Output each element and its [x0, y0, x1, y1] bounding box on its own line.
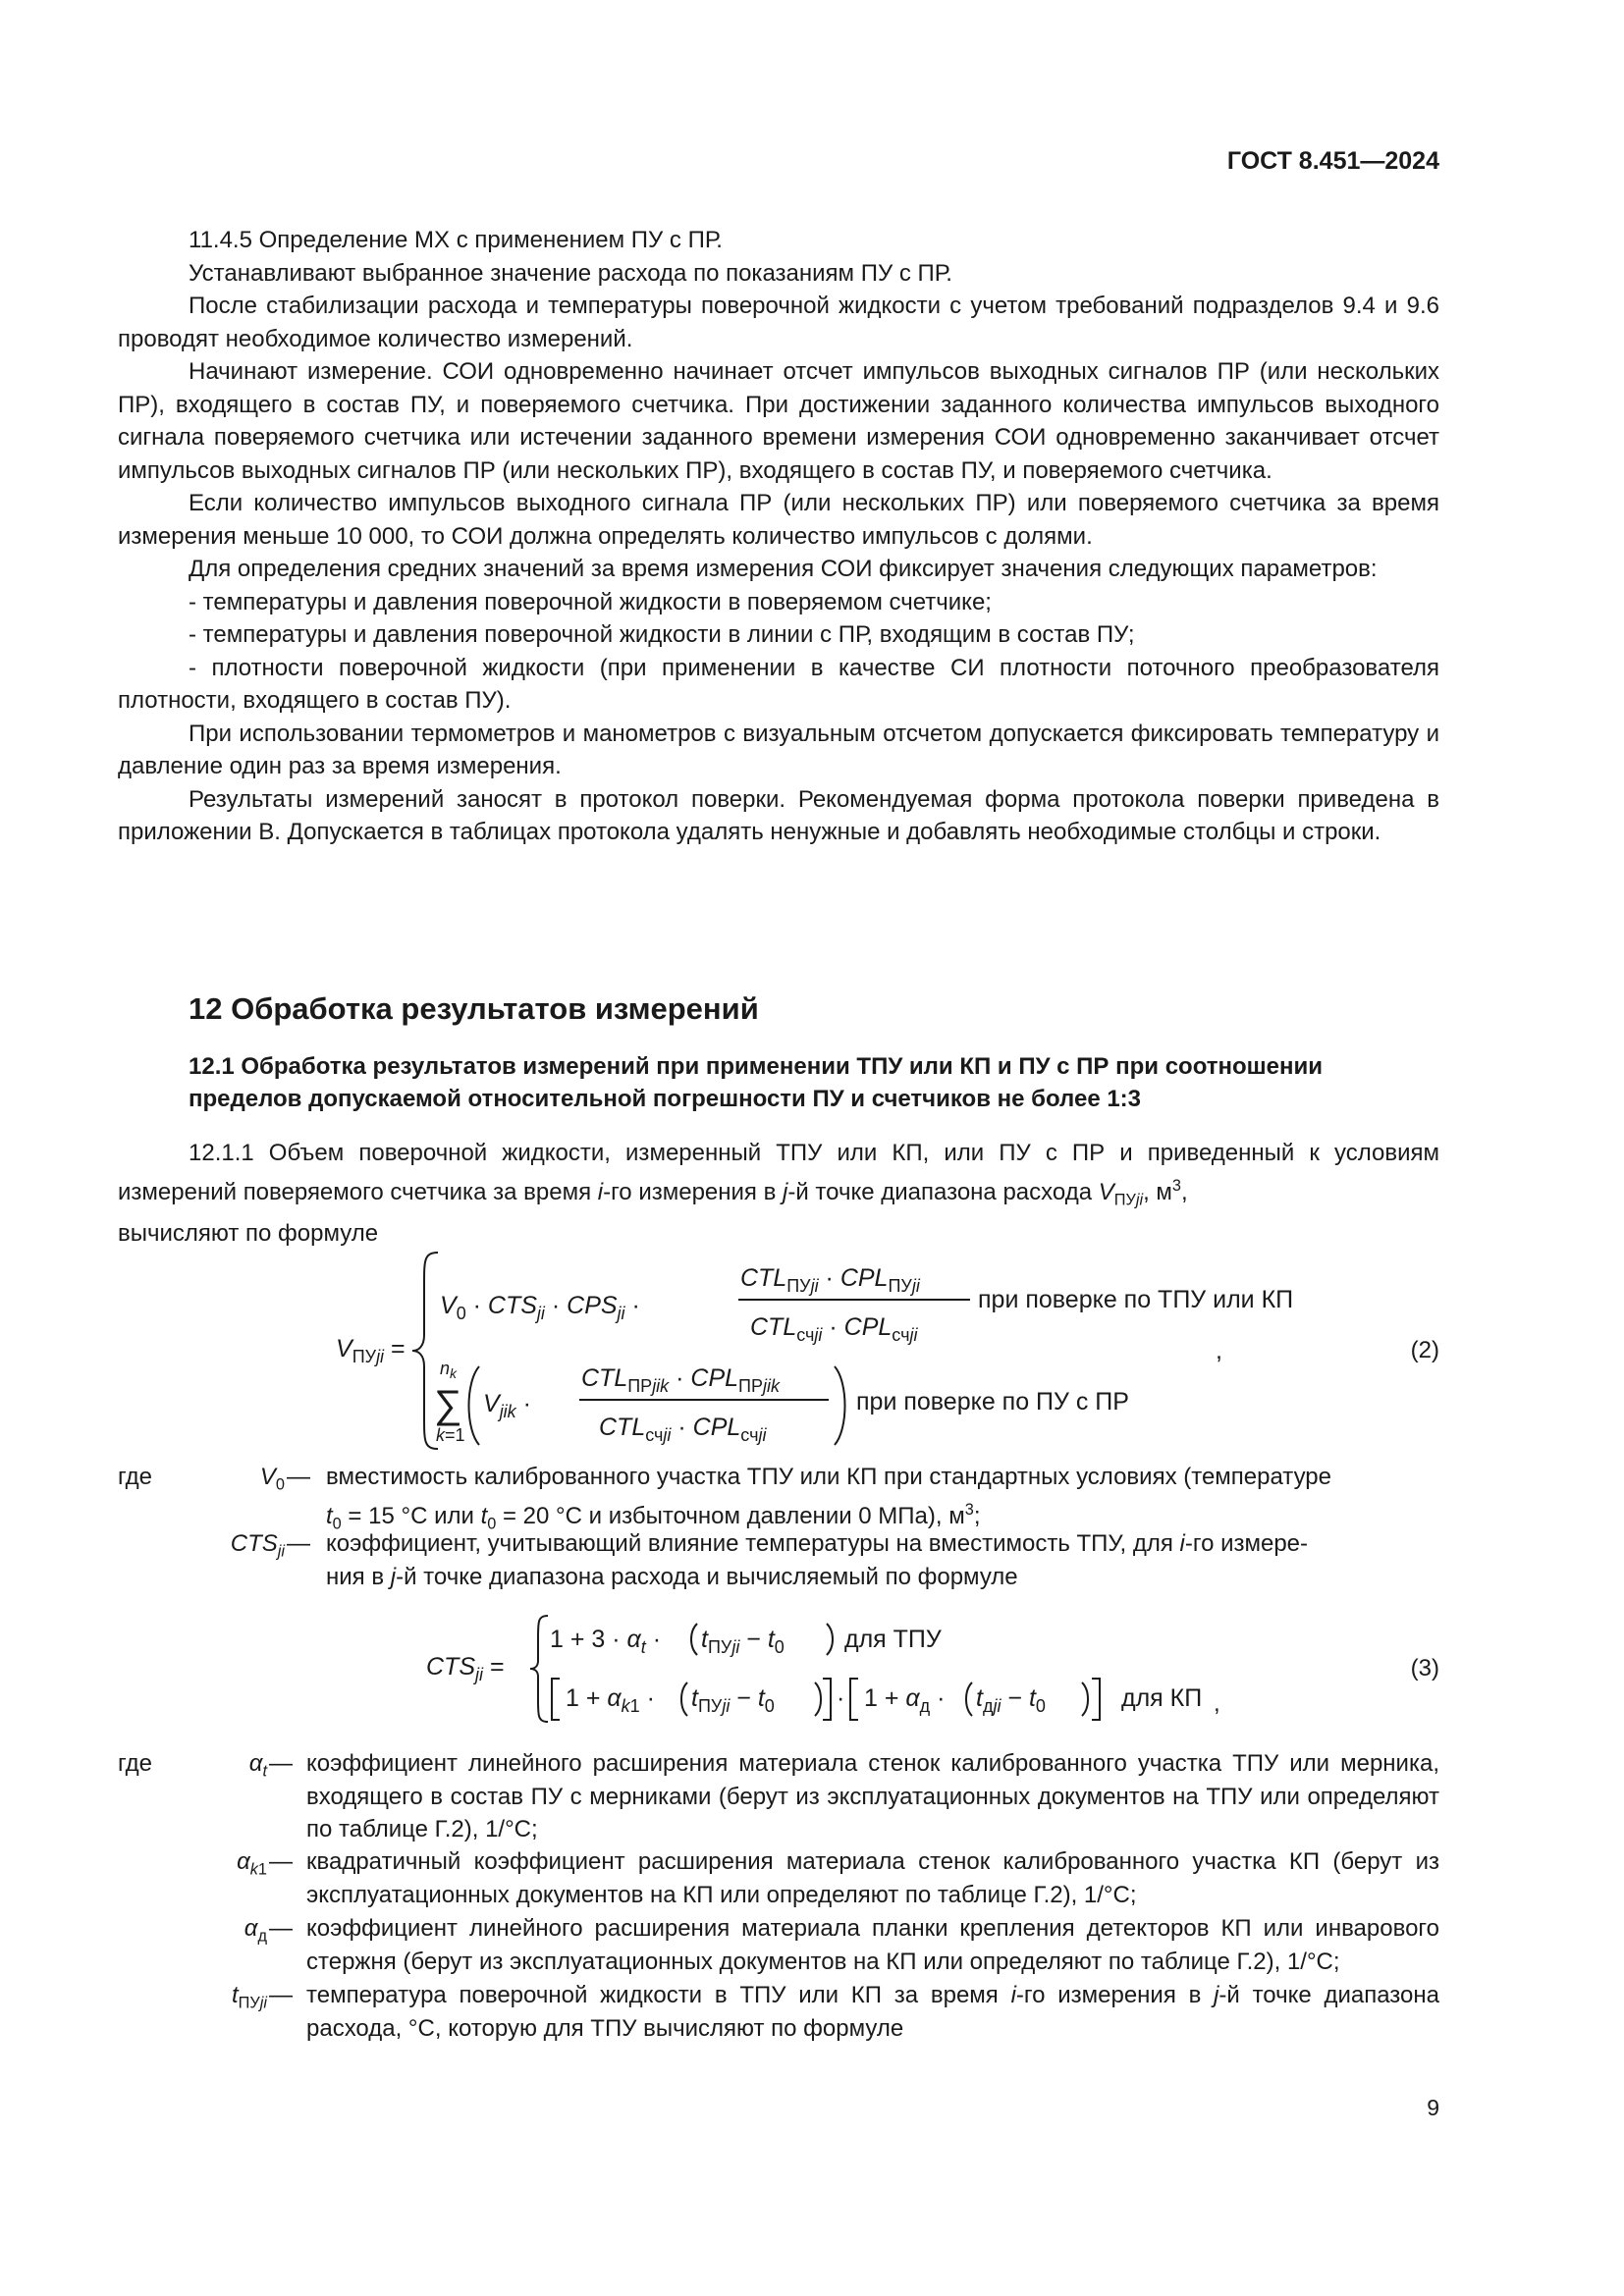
svg-text:,: , [1216, 1337, 1222, 1364]
svg-text:tдji − t0: $t_дji - t_0$ [976, 1684, 1046, 1716]
svg-text:1 + αд ·: $1 + \alpha_д$ · [864, 1684, 946, 1716]
svg-text:VПУji =: $V_{ПУ}ji$ = [336, 1335, 406, 1366]
symbol-v0: $V_0$ [259, 1464, 285, 1494]
symbol-t-pu: $t_{ПУji}$ [231, 1982, 267, 2012]
symbol-cts: $CTS_{ji}$ [230, 1530, 285, 1561]
formula-3-case-2: для КП [1121, 1684, 1203, 1712]
formula-3-case-1: для ТПУ [844, 1626, 942, 1653]
svg-text:1 + αk1 ·: $1 + \alpha_k1$ · [566, 1684, 655, 1716]
list-item: - температуры и давления поверочной жидкости в поверяемом счетчике; [189, 588, 992, 615]
definitions-formula-2 [118, 1461, 1439, 1598]
formula-2-case-1: при поверке по ТПУ или КП [978, 1286, 1294, 1313]
formula-3 [422, 1610, 1203, 1728]
page-number: 9 [1427, 2095, 1439, 2120]
svg-text:tПУji − t0: $t_{ПУ}ji - t_0$ [691, 1684, 775, 1716]
list-item: - температуры и давления поверочной жидкости в линии с ПР, входящим в состав ПУ; [189, 621, 1135, 648]
svg-text:·: · [837, 1684, 845, 1712]
symbol-alpha-d: $\alpha_д$ [244, 1915, 267, 1946]
formula-2-case-2: при поверке по ПУ с ПР [856, 1388, 1129, 1415]
svg-text:CTLПРjik · CPLПРjik: $CTL_{ПР}jik \cdot CPL_{ПР}jik$ [581, 1364, 780, 1396]
svg-text:CTLсчji · CPLсчji: $CTL_{сч}ji \cdot CPL_{сч}ji$ [750, 1313, 918, 1345]
paragraph: Результаты измерений заносят в протокол поверки. Рекомендуемая форма протокола поверки приведена в приложении В. Допускается в таблицах протокола удалять ненужные и добавлять необходимые столбцы и строки. [118, 785, 1439, 845]
svg-text:CTLПУji · CPLПУji: $CTL_{ПУ}ji \cdot CPL_{ПУ}ji$ [740, 1264, 920, 1296]
symbol-alpha-k1: $\alpha_{k1}$ [237, 1848, 267, 1879]
definition-alpha-k1: $\alpha_{k1}$ — квадратичный коэффициент расширения материала стенок калиброванного участка КП (берут из эксплуатационных документов на КП или определяют по таблице Г.2), 1/°C; [118, 1845, 1439, 1912]
svg-text:1 + 3 · αt ·: $1 + 3 \cdot \alpha_t$ · [550, 1626, 662, 1657]
svg-text:V0 · CTSji · CPSji ·: $V_0 \cdot CTS_{ji} \cdot CPS_{ji}$ · [440, 1292, 640, 1323]
definitions-formula-3 [118, 1747, 1439, 2042]
subsection-heading: 12.1 Обработка результатов измерений при применении ТПУ или КП и ПУ с ПР при соотношении пределов допускаемой относительной погрешности ПУ и счетчиков не более 1:3 [189, 1053, 1324, 1112]
definition-alpha-t: $\alpha_t$ — коэффициент линейного расширения материала стенок калиброванного участка ТПУ или мерника, входящего в состав ПУ с мерниками (берут из эксплуатационных документов на ТПУ или определяют по таблице Г.2), 1/°C; [118, 1747, 1439, 1845]
svg-text:Vjik ·: $V_{jik}$ · [483, 1390, 531, 1421]
list-item: - плотности поверочной жидкости (при применении в качестве СИ плотности поточного преобразователя плотности, входящего в состав ПУ). [118, 654, 1439, 714]
paragraph: Для определения средних значений за время измерения СОИ фиксирует значения следующих параметров: [189, 556, 1378, 582]
svg-text:tПУji − t0: $t_{ПУ}ji - t_0$ [701, 1626, 785, 1657]
definition-alpha-d: $\alpha_д$ — коэффициент линейного расширения материала планки крепления детекторов КП или инварового стержня (берут из эксплуатационных документов на КП или определяют по таблице Г.2), 1/°C; [118, 1912, 1439, 1979]
symbol-alpha-t: $\alpha_t$ [248, 1750, 267, 1781]
paragraph: При использовании термометров и манометров с визуальным отсчетом допускается фиксировать температуру и давление один раз за время измерения. [118, 720, 1439, 779]
definition-v0: $V_0$ — вместимость калиброванного участка ТПУ или КП при стандартных условиях (температуре $t_0 = 15$ °C или $t_0 = 20$ °C и избыточном давлении 0 МПа), $м^3$; [118, 1461, 1439, 1529]
paragraph-11-4-5: 11.4.5 Определение МХ с применением ПУ с ПР. [189, 227, 723, 253]
equation-number-2: (2) [1410, 1337, 1439, 1363]
paragraph: Если количество импульсов выходного сигнала ПР (или нескольких ПР) или поверяемого счетчика за время измерения меньше 10 000, то СОИ должна определять количество импульсов с долями. [118, 490, 1439, 550]
svg-text:nk: $n_k$ [440, 1359, 458, 1381]
body-text-block [118, 224, 1439, 849]
paragraph: Устанавливают выбранное значение расхода по показаниям ПУ с ПР. [189, 259, 952, 287]
paragraph: Начинают измерение. СОИ одновременно начинает отсчет импульсов выходных сигналов ПР (или нескольких ПР), входящего в состав ПУ, и поверяемого счетчика. При достижении заданного количества импульсов выходного сигнала поверяемого счетчика или истечении заданного времени измерения СОИ одновременно заканчивает отсчет импульсов выходных сигналов ПР (или нескольких ПР), входящего в состав ПУ, и поверяемого счетчика. [118, 358, 1439, 484]
svg-text:∑: ∑ [434, 1383, 462, 1426]
svg-text:k=1: k=1 [436, 1425, 465, 1445]
equation-number-3: (3) [1410, 1655, 1439, 1682]
paragraph: После стабилизации расхода и температуры поверочной жидкости с учетом требований подразделов 9.4 и 9.6 проводят необходимое количество измерений. [118, 293, 1439, 352]
definition-t-pu: $t_{ПУji}$ — температура поверочной жидкости в ТПУ или КП за время i-го измерения в j-й точке диапазона расхода, °C, которую для ТПУ вычисляют по формуле [118, 1979, 1439, 2046]
formula-3-comma: , [1214, 1690, 1220, 1717]
standard-number: ГОСТ 8.451—2024 [1226, 147, 1439, 175]
definition-cts: $CTS_{ji}$ — коэффициент, учитывающий влияние температуры на вместимость ТПУ, для i-го измере- ния в j-й точке диапазона расхода и вычисляемый по формуле [118, 1527, 1439, 1596]
svg-text:CTSji =: $CTS_{ji}$ = [426, 1653, 505, 1684]
paragraph-12-1-1: 12.1.1 Объем поверочной жидкости, измеренный ТПУ или КП, или ПУ с ПР и приведенный к условиям измерений поверяемого счетчика за время i-го измерения в j-й точке диапазона расхода $V_{ПУji}$, $м^3$, вычисляют по формуле [118, 1140, 1439, 1247]
where-label: где [118, 1750, 153, 1777]
formula-2 [314, 1245, 1294, 1457]
where-label: где [118, 1464, 153, 1490]
section-heading: 12 Обработка результатов измерений [189, 991, 759, 1026]
svg-text:CTLсчji · CPLсчji: $CTL_{сч}ji \cdot CPL_{сч}ji$ [599, 1414, 767, 1445]
